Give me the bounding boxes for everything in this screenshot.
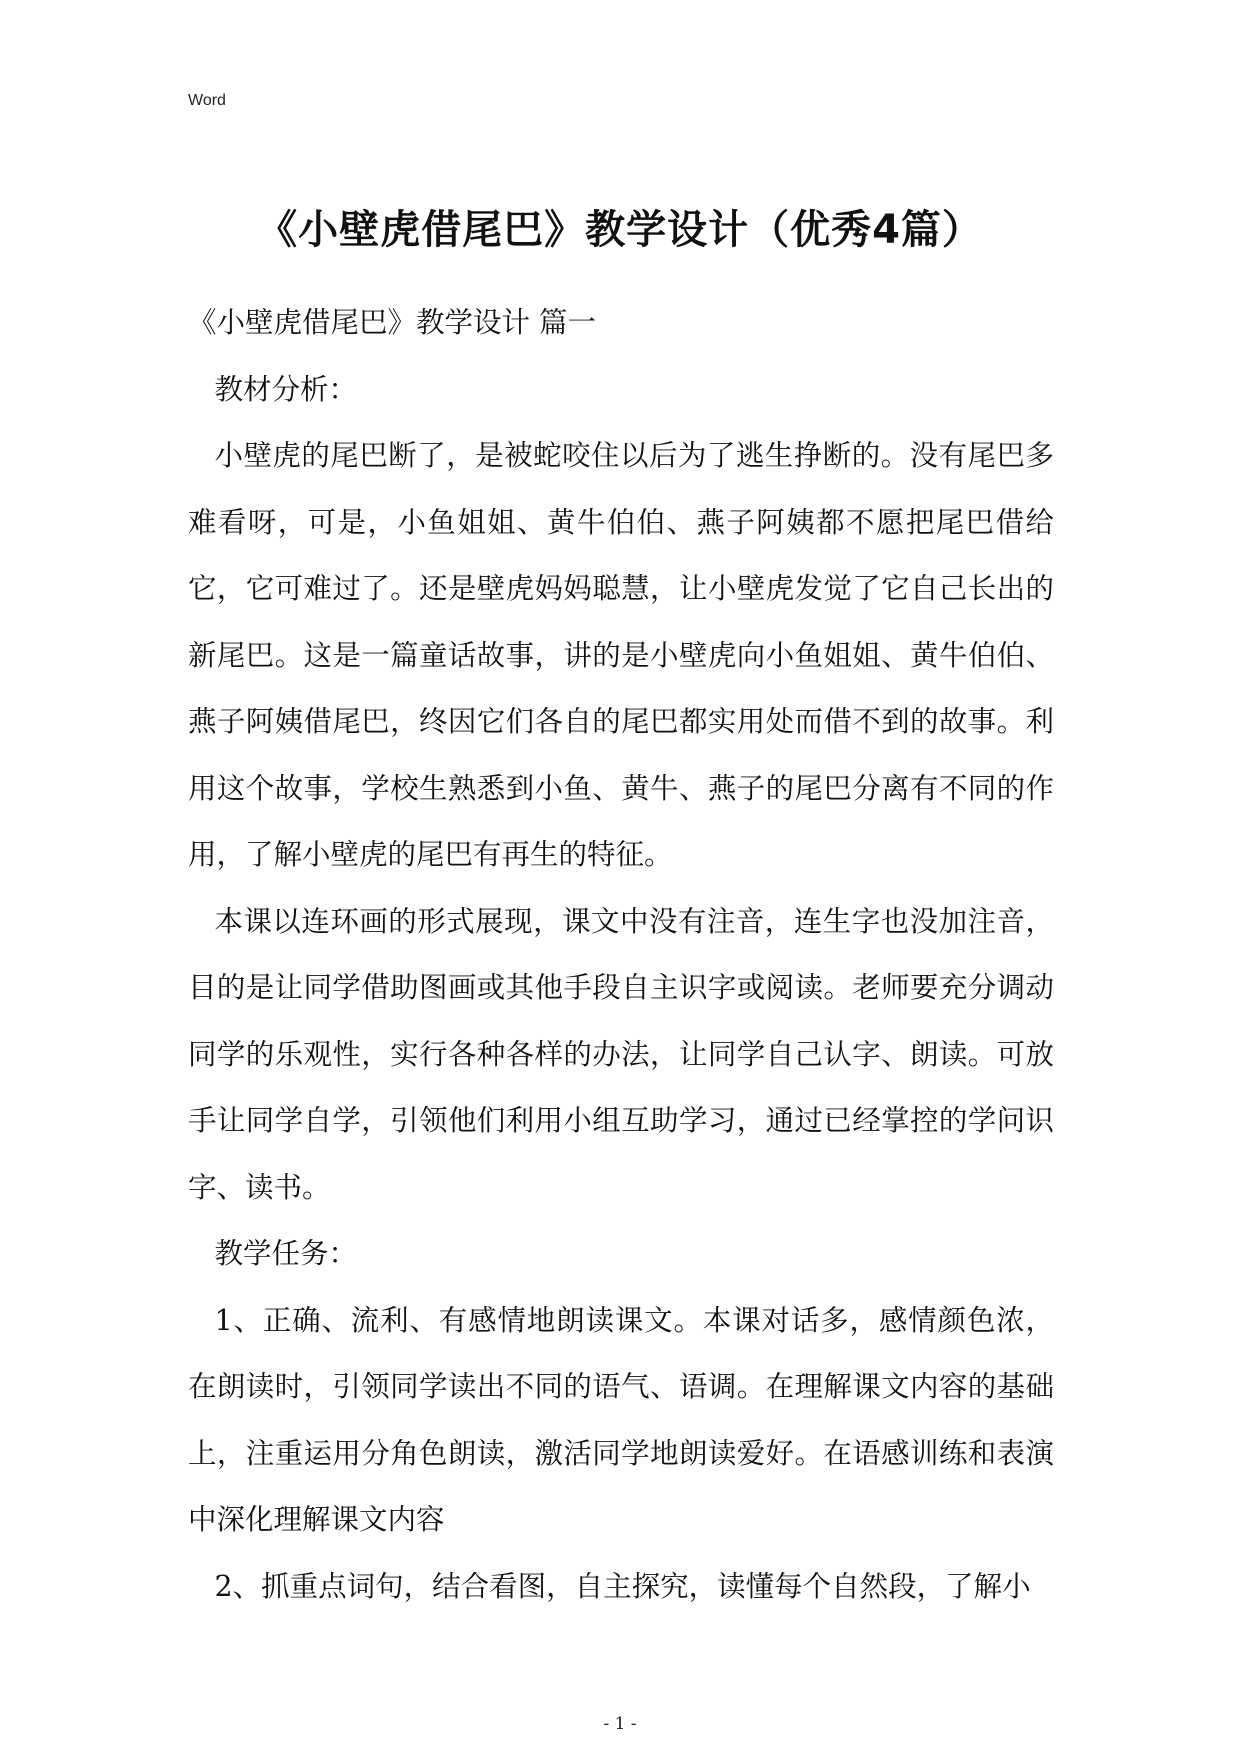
page-number: - 1 - xyxy=(603,1714,637,1734)
header-label: Word xyxy=(188,92,226,109)
paragraph: 小壁虎的尾巴断了，是被蛇咬住以后为了逃生挣断的。没有尾巴多难看呀，可是，小鱼姐姐、黄牛伯伯、燕子阿姨都不愿把尾巴借给它，它可难过了。还是壁虎妈妈聪慧，让小壁虎发觉了它自己长出的新尾巴。这是一篇童话故事，讲的是小壁虎向小鱼姐姐、黄牛伯伯、燕子阿姨借尾巴，终因它们各自的尾巴都实用处而借不到的故事。利用这个故事，学校生熟悉到小鱼、黄牛、燕子的尾巴分离有不同的作用，了解小壁虎的尾巴有再生的特征。 xyxy=(188,439,1054,871)
subheading-analysis: 教材分析： xyxy=(214,372,358,406)
section-heading: 《小壁虎借尾巴》教学设计 篇一 xyxy=(188,306,597,339)
task-item: 1、正确、流利、有感情地朗读课文。本课对话多，感情颜色浓，在朗读时，引领同学读出不同的语气、语调。在理解课文内容的基础上，注重运用分角色朗读，激活同学地朗读爱好。在语感训练和表演中深化理解课文内容 xyxy=(188,1303,1054,1536)
document-body xyxy=(188,290,1054,1620)
paragraph: 本课以连环画的形式展现，课文中没有注音，连生字也没加注音，目的是让同学借助图画或其他手段自主识字或阅读。老师要充分调动同学的乐观性，实行各种各样的办法，让同学自己认字、朗读。可放手让同学自学，引领他们利用小组互助学习，通过已经掌控的学问识字、读书。 xyxy=(188,904,1054,1204)
task-item: 2、抓重点词句，结合看图，自主探究，读懂每个自然段，了解小 xyxy=(214,1569,1031,1603)
document-title: 《小壁虎借尾巴》教学设计（优秀4篇） xyxy=(257,207,983,253)
subheading-tasks: 教学任务： xyxy=(214,1237,358,1270)
